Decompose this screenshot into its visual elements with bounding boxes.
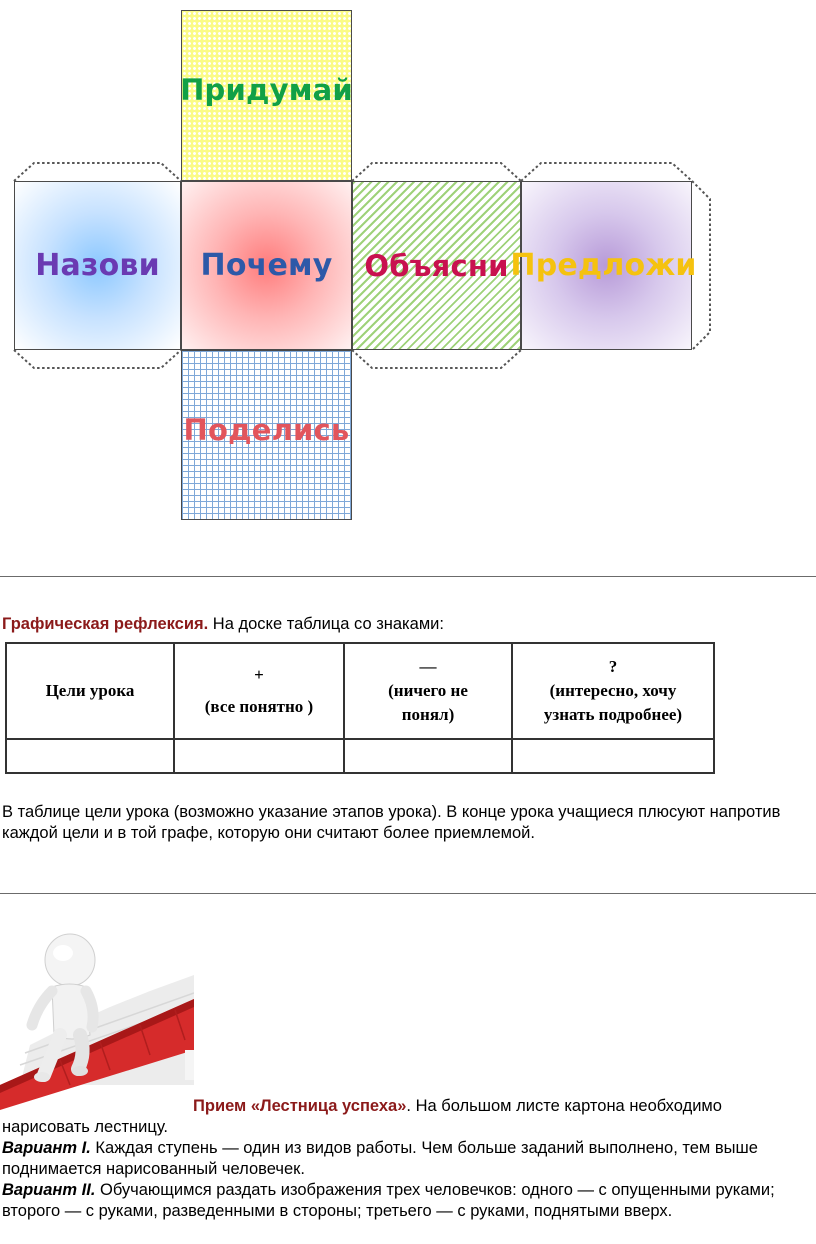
variant-1-text: Каждая ступень — один из видов работы. Чем больше заданий выполнено, тем выше поднимается нарисованный человечек.: [2, 1139, 758, 1178]
divider-1: [0, 576, 816, 577]
reflection-description: В таблице цели урока (возможно указание этапов урока). В конце урока учащиеся плюсуют напротив каждой цели и в той графе, которую они считают более приемлемой.: [2, 803, 781, 842]
face-label-bottom: Поделись: [183, 413, 350, 447]
header-question: [512, 643, 714, 739]
cube-face-top: [181, 10, 352, 181]
empty-cell: [512, 739, 714, 773]
header-plus: [174, 643, 344, 739]
stairs-icon: [0, 975, 194, 1115]
table-empty-row: [6, 739, 714, 773]
variant-2-label: Вариант II.: [2, 1181, 96, 1199]
variant-2-text: Обучающимся раздать изображения трех человечков: одного — с опущенными руками; второго — с руками, разведенными в стороны; третьего — с руками, поднятыми вверх.: [2, 1181, 775, 1220]
question-sign: ?: [608, 657, 618, 676]
minus-text-1: (ничего не: [388, 681, 468, 700]
variant-1: [2, 1138, 802, 1180]
flap-left-top: [14, 163, 181, 181]
flap-right-top: [352, 163, 521, 181]
ladder-illustration: [0, 925, 194, 1115]
minus-sign: —: [419, 657, 437, 676]
ladder-intro-text: . На большом листе картона необходимо нарисовать лестницу.: [2, 1097, 722, 1136]
reflection-intro: На доске таблица со знаками:: [208, 615, 444, 633]
empty-cell: [344, 739, 512, 773]
plus-sign: +: [254, 665, 264, 684]
ladder-intro: [2, 1096, 810, 1138]
divider-2: [0, 893, 816, 894]
flap-far-top: [521, 163, 692, 181]
cube-face-left: [14, 181, 181, 350]
header-goals: [6, 643, 174, 739]
reflection-table: [5, 642, 715, 774]
cube-face-middle: [181, 181, 352, 350]
face-label-left: Назови: [35, 248, 160, 283]
face-label-right: Объясни: [364, 248, 509, 283]
ladder-title: Прием «Лестница успеха»: [193, 1097, 407, 1115]
empty-cell: [174, 739, 344, 773]
face-label-far-right: Предложи: [510, 248, 697, 283]
reflection-heading: [2, 614, 802, 635]
cube-face-bottom: [181, 350, 352, 520]
variant-2: [2, 1180, 802, 1222]
cube-face-far-right: [510, 181, 697, 350]
question-text-1: (интересно, хочу: [549, 681, 677, 700]
minus-text-2: понял): [401, 705, 455, 724]
question-text-2: узнать подробнее): [543, 705, 683, 724]
table-header-row: [6, 643, 714, 739]
face-label-top: Придумай: [180, 72, 353, 107]
flap-right-bottom: [352, 350, 521, 368]
empty-cell: [6, 739, 174, 773]
header-goals-text: Цели урока: [45, 681, 135, 700]
plus-text: (все понятно ): [204, 697, 314, 716]
flap-left-bottom: [14, 350, 181, 368]
reflection-title: Графическая рефлексия.: [2, 615, 209, 633]
header-minus: [344, 643, 512, 739]
face-label-middle: Почему: [200, 248, 333, 283]
variant-1-label: Вариант I.: [2, 1139, 91, 1157]
cube-face-right: [352, 181, 521, 350]
